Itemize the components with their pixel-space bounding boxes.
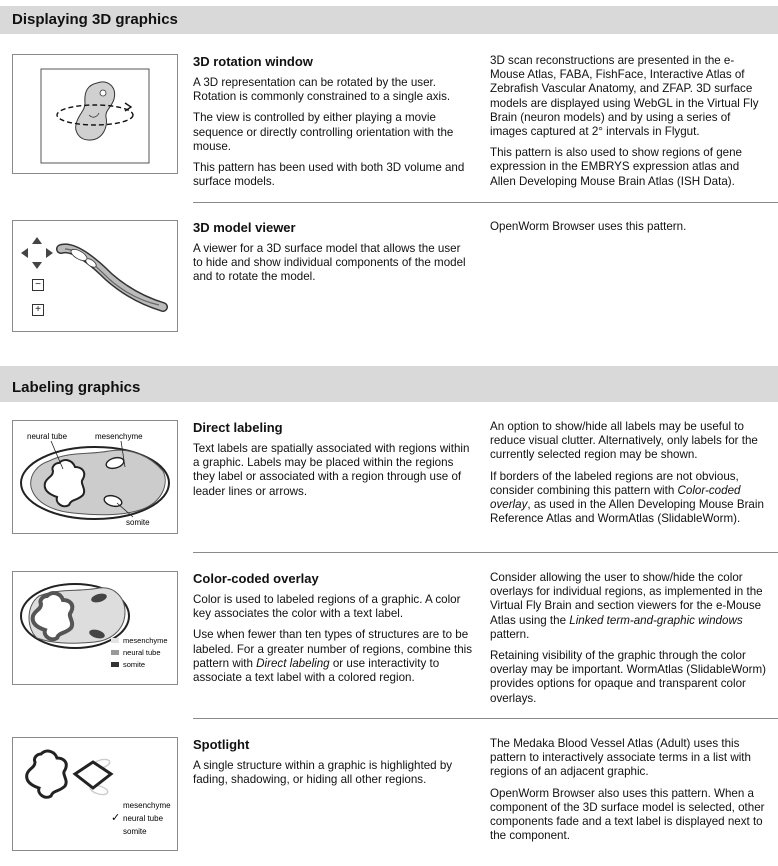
pattern-reference: Direct labeling — [256, 656, 330, 670]
examples-text — [490, 571, 766, 642]
direct-labeling-description — [193, 420, 473, 506]
examples-text: The Medaka Blood Vessel Atlas (Adult) uses this pattern to interactively associate terms in a list with regions of an adjacent graphic. — [490, 737, 751, 779]
key-somite: somite — [123, 827, 147, 836]
color-overlay-description — [193, 571, 473, 692]
checkmark-icon: ✓ — [111, 812, 121, 824]
pattern-title: 3D model viewer — [193, 220, 296, 235]
pattern-title: 3D rotation window — [193, 54, 313, 69]
pattern-reference: Linked term-and-graphic windows — [569, 613, 743, 627]
text-run: pattern. — [490, 627, 530, 641]
zoom-in-button[interactable]: + — [32, 304, 44, 316]
section-header — [0, 6, 778, 34]
description-text: A single structure within a graphic is highlighted by fading, shadowing, or hiding all other regions. — [193, 759, 453, 787]
zoom-out-button[interactable]: − — [32, 279, 44, 291]
rotate-arrows-icon — [21, 237, 53, 269]
spotlight-thumbnail — [12, 737, 178, 851]
spotlight-illustration — [13, 738, 177, 850]
examples-text: An option to show/hide all labels may be useful to reduce visual clutter. Alternatively, only labels for the currently selected region may be shown. — [490, 420, 758, 462]
rotation-description — [193, 54, 473, 196]
color-overlay-thumbnail — [12, 571, 178, 685]
color-overlay-illustration — [13, 572, 177, 684]
key-neural-tube: neural tube — [123, 648, 161, 657]
rotation-examples — [490, 54, 766, 196]
text-run: If borders of the labeled regions are not obvious, consider combining this pattern with — [490, 469, 739, 497]
examples-text: This pattern is also used to show regions of gene expression in the EMBRYS expression atlas and Allen Developing Mouse Brain Atlas (ISH Data). — [490, 146, 742, 188]
direct-labeling-illustration — [13, 421, 177, 533]
label-mesenchyme: mesenchyme — [95, 432, 143, 441]
rotation-thumbnail — [12, 54, 178, 174]
text-run: or use interactivity to associate a text label with a colored region. — [193, 656, 440, 685]
rotation-illustration — [13, 55, 177, 173]
viewer-description — [193, 220, 473, 292]
examples-text: 3D scan reconstructions are presented in the e-Mouse Atlas, FABA, FishFace, Interactive Atlas of Zebrafish Vascular Anatomy, and ZFAP. 3D surface models are displayed using WebGL in the Virtual Fly Brain (neuron models) and by using a series of images captured at 2° intervals in Flygut. — [490, 54, 759, 139]
pattern-title: Direct labeling — [193, 420, 283, 435]
section-title: Labeling graphics — [12, 379, 141, 396]
pattern-title: Spotlight — [193, 737, 250, 752]
description-text: The view is controlled by either playing a movie sequence or directly controlling orientation with the mouse. — [193, 111, 454, 153]
viewer-thumbnail — [12, 220, 178, 332]
direct-labeling-examples — [490, 420, 766, 533]
examples-text: OpenWorm Browser uses this pattern. — [490, 220, 687, 233]
label-neural-tube: neural tube — [27, 432, 68, 441]
section-title: Displaying 3D graphics — [12, 11, 178, 28]
key-mesenchyme: mesenchyme — [123, 801, 171, 810]
examples-text: OpenWorm Browser also uses this pattern. When a component of the 3D surface model is selected, other components fade and a text label is displayed next to the component. — [490, 786, 765, 843]
description-text: This pattern has been used with both 3D volume and surface models. — [193, 161, 465, 189]
description-text: Color is used to labeled regions of a graphic. A color key associates the color with a text label. — [193, 593, 461, 621]
color-overlay-examples — [490, 571, 766, 713]
divider — [193, 202, 778, 203]
pattern-title: Color-coded overlay — [193, 571, 319, 586]
pattern-reference: Color-coded overlay — [490, 483, 741, 512]
description-text — [193, 628, 473, 685]
description-text: A 3D representation can be rotated by the user. Rotation is commonly constrained to a single axis. — [193, 76, 451, 104]
key-neural-tube: neural tube — [123, 814, 164, 823]
examples-text — [490, 470, 766, 527]
direct-labeling-thumbnail — [12, 420, 178, 534]
description-text: A viewer for a 3D surface model that allows the user to hide and show individual components of the model and to rotate the model. — [193, 242, 466, 284]
viewer-examples — [490, 220, 766, 241]
key-somite: somite — [123, 660, 146, 669]
divider — [193, 552, 778, 553]
text-run: , as used in the Allen Developing Mouse Brain Reference Atlas and WormAtlas (SlidableWorm). — [490, 498, 764, 526]
text-run: Consider allowing the user to show/hide the color overlays for individual regions, as implemented in the Virtual Fly Brain and section viewers for the e-Mouse Atlas using the — [490, 571, 763, 627]
description-text: Text labels are spatially associated with regions within a graphic. Labels may be placed within the regions they label or associated with a region through use of leader lines or arrows. — [193, 442, 470, 498]
examples-text: Retaining visibility of the graphic through the color overlay may be important. WormAtlas (SlidableWorm) provides options for opaque and transparent color overlays. — [490, 649, 766, 705]
text-run: Use when fewer than ten types of structures are to be labeled. For a greater number of regions, combine this pattern with — [193, 628, 473, 670]
key-mesenchyme: mesenchyme — [123, 636, 168, 645]
section-header — [0, 366, 778, 402]
label-somite: somite — [126, 518, 150, 527]
spotlight-examples — [490, 737, 766, 850]
spotlight-description — [193, 737, 473, 794]
divider — [193, 718, 778, 719]
